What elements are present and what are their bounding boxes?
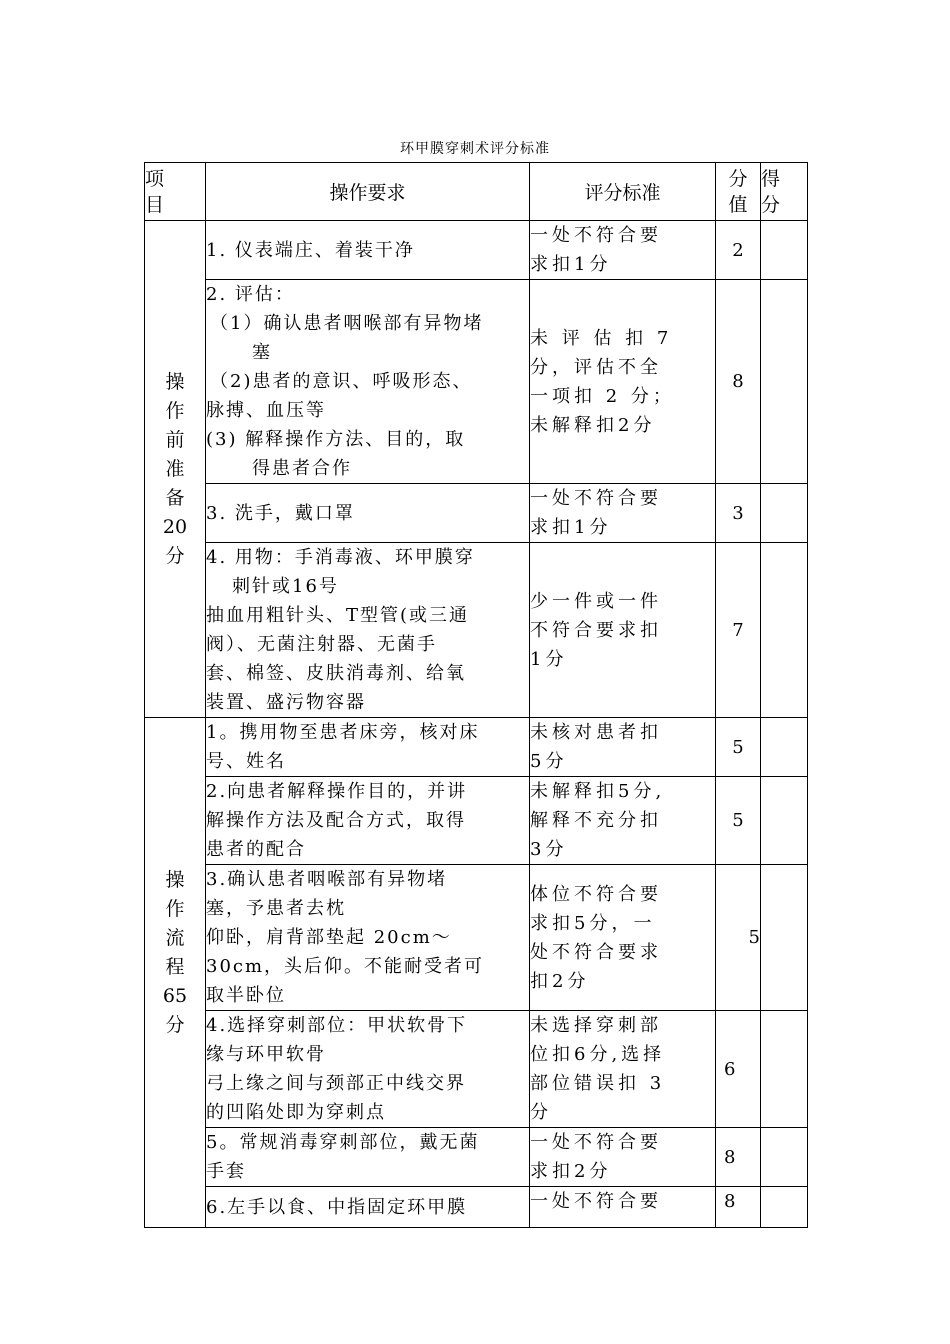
table-row (145, 484, 808, 543)
table-row (145, 221, 808, 280)
score-cell[interactable] (761, 865, 808, 1011)
score-cell[interactable] (761, 1187, 808, 1228)
score-cell[interactable] (761, 1011, 808, 1128)
requirement-cell: 1。携用物至患者床旁，核对床 号、姓名 (206, 718, 530, 777)
scoring-table (144, 162, 808, 1228)
points-cell: 8 (716, 1187, 761, 1228)
header-standard: 评分标准 (530, 163, 716, 221)
section-label-preparation: 操 作 前 准 备 20 分 (145, 221, 206, 718)
score-cell[interactable] (761, 221, 808, 280)
requirement-cell: 5。常规消毒穿刺部位，戴无菌 手套 (206, 1128, 530, 1187)
standard-cell: 未核对患者扣 5分 (530, 718, 716, 777)
table-row (145, 865, 808, 1011)
requirement-cell: 6.左手以食、中指固定环甲膜 (206, 1187, 530, 1228)
points-cell: 8 (716, 1128, 761, 1187)
score-cell[interactable] (761, 777, 808, 865)
score-cell[interactable] (761, 718, 808, 777)
header-item: 项 目 (145, 163, 206, 221)
points-cell: 8 (716, 280, 761, 484)
table-row (145, 1187, 808, 1228)
header-score: 得 分 (761, 163, 808, 221)
standard-cell: 少一件或一件 不符合要求扣 1分 (530, 543, 716, 718)
requirement-cell: 4.选择穿刺部位：甲状软骨下 缘与环甲软骨 弓上缘之间与颈部正中线交界 的凹陷处即为穿刺点 (206, 1011, 530, 1128)
score-cell[interactable] (761, 1128, 808, 1187)
points-cell: 5 (716, 777, 761, 865)
header-row (145, 163, 808, 221)
table-row (145, 718, 808, 777)
requirement-cell: 3.确认患者咽喉部有异物堵 塞，予患者去枕 仰卧，肩背部垫起 20cm～ 30cm，头后仰。不能耐受者可 取半卧位 (206, 865, 530, 1011)
points-cell: 6 (716, 1011, 761, 1128)
table-row (145, 280, 808, 484)
points-cell: 3 (716, 484, 761, 543)
section-label-procedure: 操 作 流 程 65 分 (145, 718, 206, 1228)
score-cell[interactable] (761, 543, 808, 718)
points-cell: 7 (716, 543, 761, 718)
table-row (145, 1011, 808, 1128)
table-row (145, 777, 808, 865)
standard-cell: 未解释扣5分, 解释不充分扣 3分 (530, 777, 716, 865)
standard-cell: 一处不符合要 求扣2分 (530, 1128, 716, 1187)
standard-cell: 未 评 估 扣 7 分，评估不全 一项扣 2 分； 未解释扣2分 (530, 280, 716, 484)
requirement-cell: 2.向患者解释操作目的，并讲 解操作方法及配合方式，取得 患者的配合 (206, 777, 530, 865)
header-points: 分 值 (716, 163, 761, 221)
standard-cell: 一处不符合要 求扣1分 (530, 484, 716, 543)
header-requirement: 操作要求 (206, 163, 530, 221)
standard-cell: 体位不符合要 求扣5分，一 处不符合要求 扣2分 (530, 865, 716, 1011)
requirement-cell: 3. 洗手，戴口罩 (206, 484, 530, 543)
standard-cell: 一处不符合要 (530, 1187, 716, 1228)
score-cell[interactable] (761, 484, 808, 543)
table-row (145, 1128, 808, 1187)
requirement-cell: 4. 用物：手消毒液、环甲膜穿 刺针或16号 抽血用粗针头、T型管(或三通 阀）、无菌注射器、无菌手 套、棉签、皮肤消毒剂、给氧 装置、盛污物容器 (206, 543, 530, 718)
requirement-cell: 1. 仪表端庄、着装干净 (206, 221, 530, 280)
requirement-cell: 2. 评估： （1）确认患者咽喉部有异物堵 塞 （2)患者的意识、呼吸形态、 脉搏、血压等 (3) 解释操作方法、目的，取 得患者合作 (206, 280, 530, 484)
points-cell: 5 (716, 865, 761, 1011)
score-cell[interactable] (761, 280, 808, 484)
standard-cell: 一处不符合要 求扣1分 (530, 221, 716, 280)
table-row (145, 543, 808, 718)
standard-cell: 未选择穿刺部 位扣6分,选择 部位错误扣 3 分 (530, 1011, 716, 1128)
points-cell: 2 (716, 221, 761, 280)
document-title: 环甲膜穿刺术评分标准 (400, 141, 550, 157)
points-cell: 5 (716, 718, 761, 777)
